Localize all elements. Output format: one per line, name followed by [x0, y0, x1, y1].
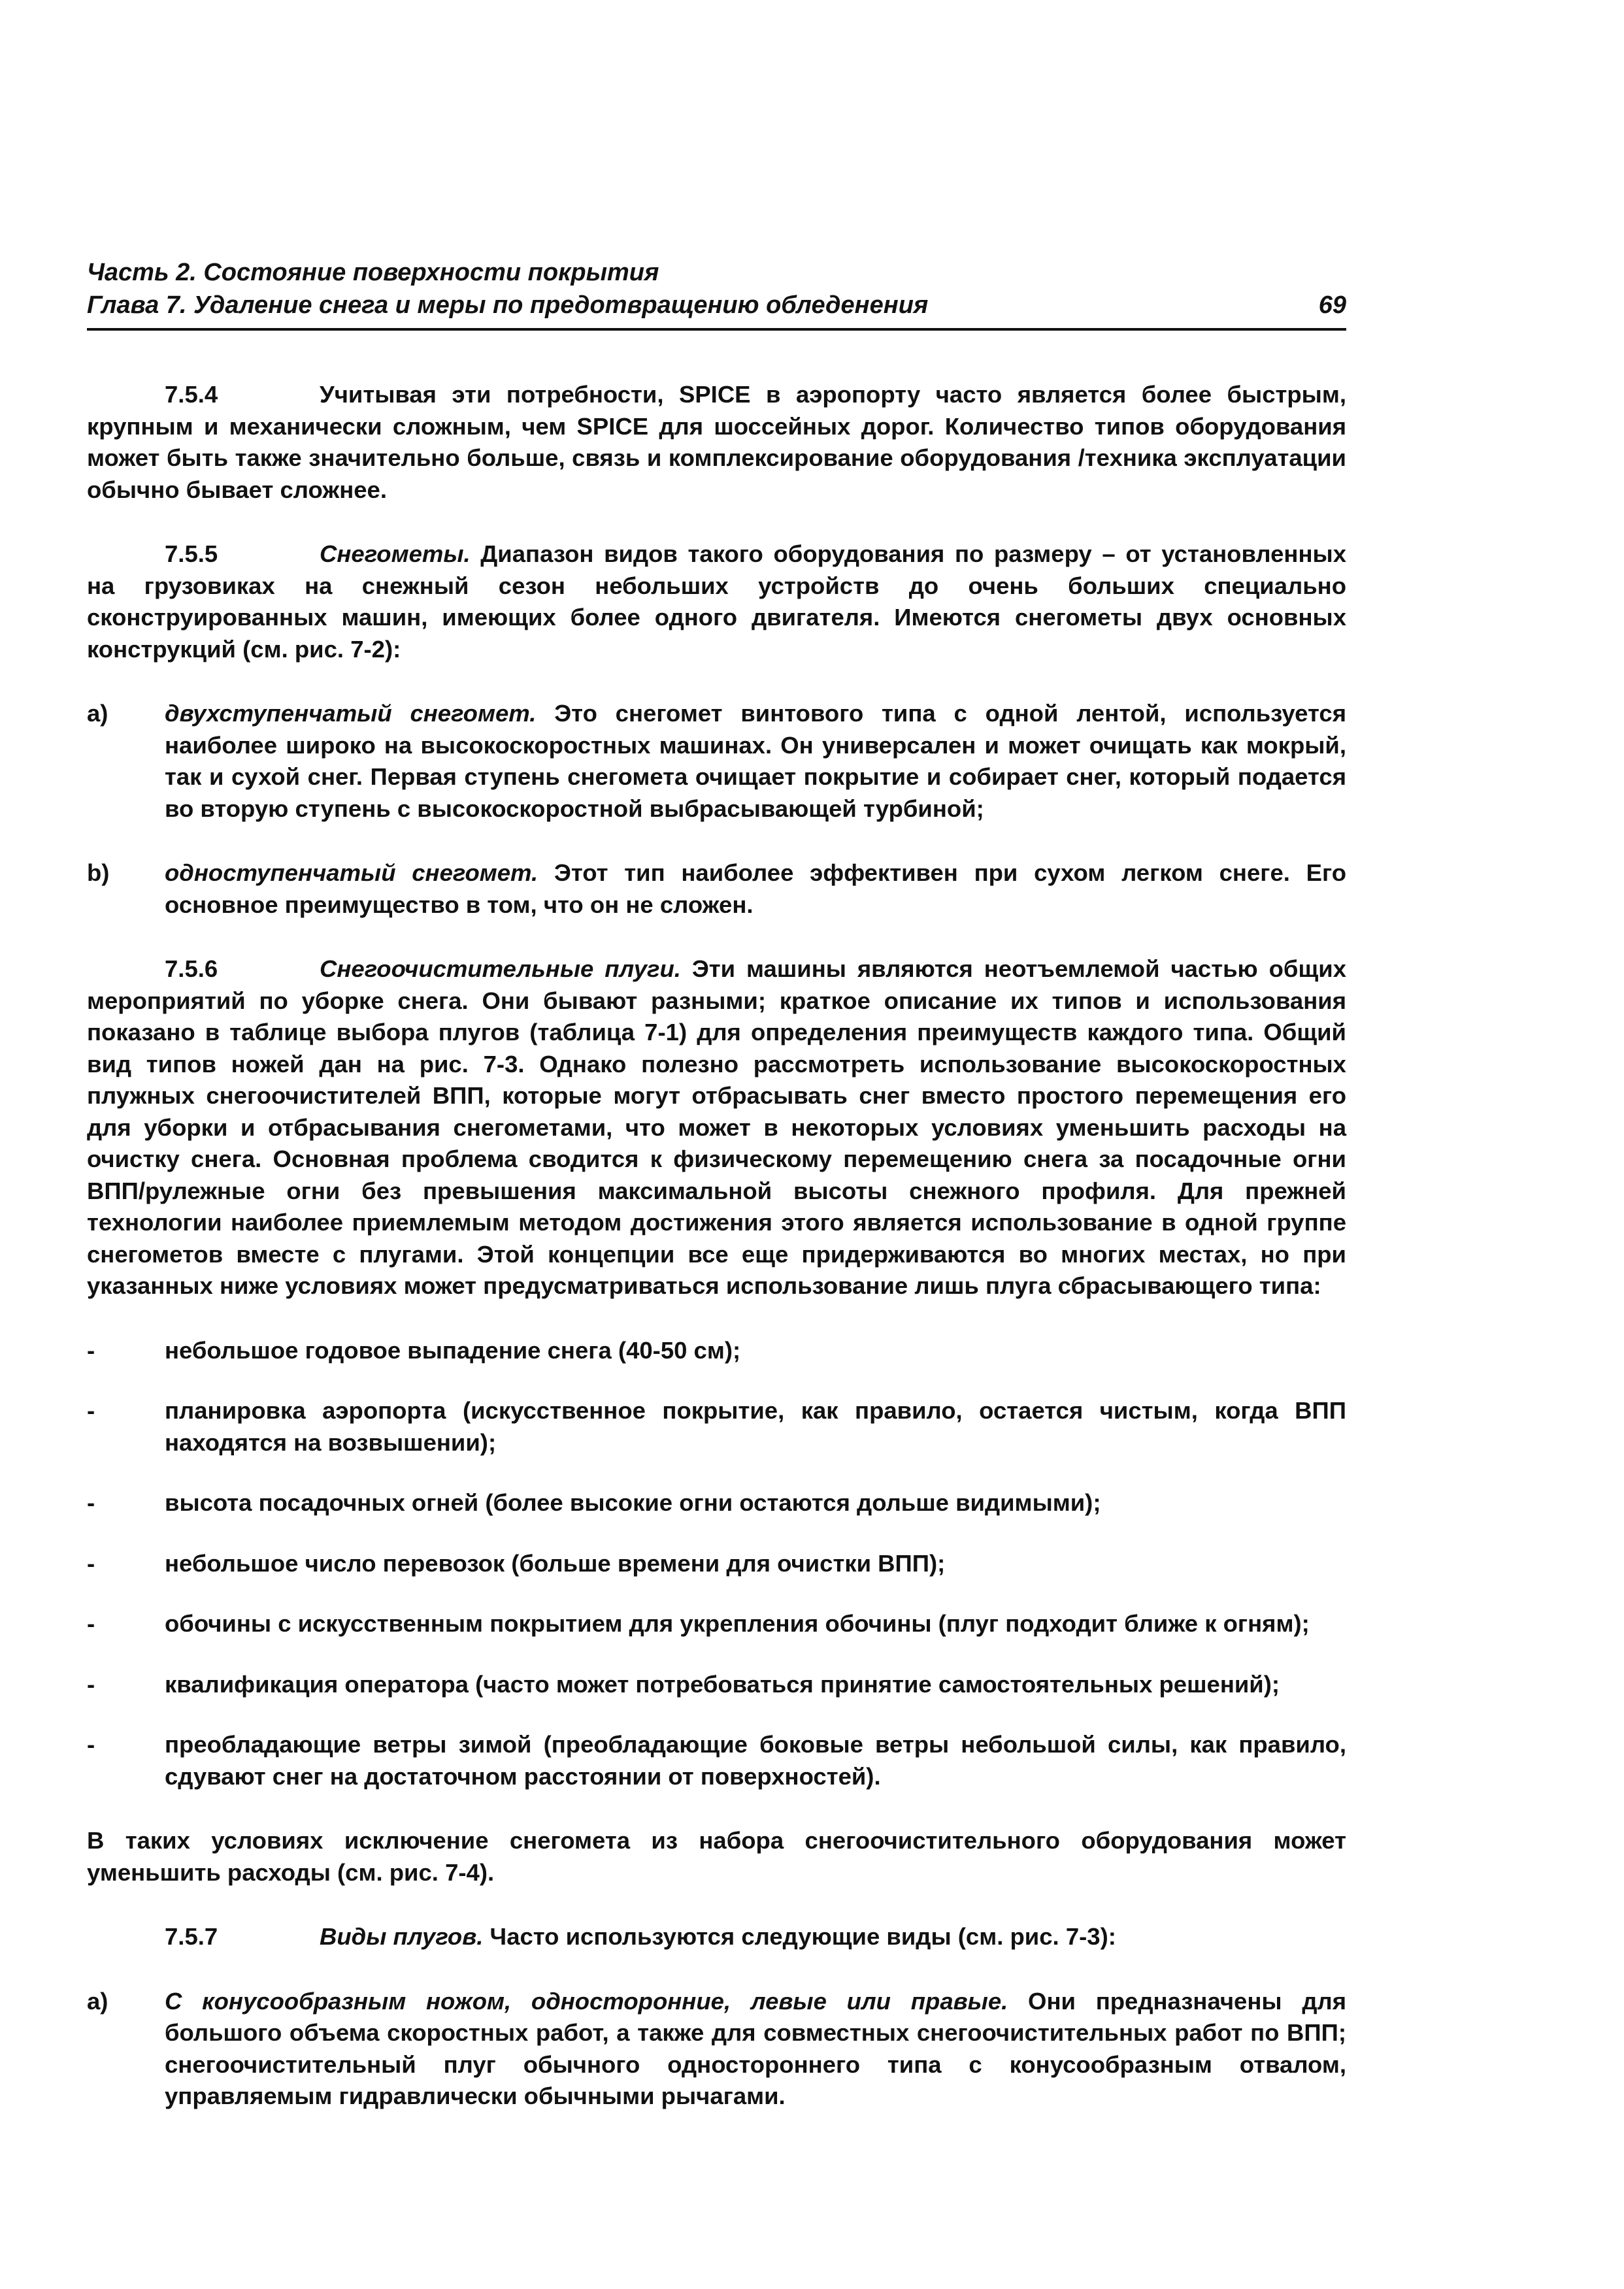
header-chapter-title: Глава 7. Удаление снега и меры по предотвращению обледенения [87, 291, 929, 319]
conclusion-paragraph: В таких условиях исключение снегомета из набора снегоочистительного оборудования может уменьшить расходы (см. рис. 7-4). [87, 1827, 1346, 1886]
bullet-item [87, 1548, 1346, 1580]
list-item-b [87, 857, 1346, 921]
paragraph-7-5-7 [87, 1921, 1346, 1953]
list-term: С конусообразным ножом, односторонние, левые или правые. [165, 1987, 1008, 2015]
paragraph-text: Учитывая эти потребности, SPICE в аэропорту часто является более быстрым, крупным и механически сложным, чем SPICE для шоссейных дорог. Количество типов оборудования может быть также значительно больше, связь и комплексирование оборудования /техника эксплуатации обычно бывает сложнее. [87, 381, 1346, 503]
paragraph-7-5-4 [87, 379, 1346, 506]
list-marker: b) [87, 859, 110, 886]
bullet-text: небольшое число перевозок (больше времени для очистки ВПП); [165, 1549, 946, 1577]
bullet-marker: - [87, 1731, 95, 1758]
section-number: 7.5.4 [165, 381, 218, 408]
paragraph-7-5-5 [87, 538, 1346, 665]
list-content [165, 1986, 1346, 2113]
bullet-item [87, 1608, 1346, 1640]
bullet-item [87, 1669, 1346, 1701]
bullet-text: планировка аэропорта (искусственное покрытие, как правило, остается чистым, когда ВПП находятся на возвышении); [165, 1397, 1346, 1456]
paragraph-text: Эти машины являются неотъемлемой частью общих мероприятий по уборке снега. Они бывают разными; краткое описание их типов и использования показано в таблице выбора плугов (таблица 7-1) для определения преимуществ каждого типа. Общий вид типов ножей дан на рис. 7-3. Однако полезно рассмотреть использование высокоскоростных плужных снегоочистителей ВПП, которые могут отбрасывать снег вместо простого перемещения его для уборки и отбрасывания снегометами, что может в некоторых условиях уменьшить расходы на очистку снега. Основная проблема сводится к физическому перемещению снега за посадочные огни ВПП/рулежные огни без превышения максимальной высоты снежного профиля. Для прежней технологии наиболее приемлемым методом достижения этого является использование в одной группе снегометов вместе с плугами. Этой концепции все еще придерживаются во многих местах, но при указанных ниже условиях может предусматриваться использование лишь плуга сбрасывающего типа: [87, 955, 1346, 1299]
section-title: Снегоочистительные плуги. [320, 955, 681, 982]
list-content [165, 698, 1346, 825]
section-number: 7.5.7 [165, 1923, 218, 1950]
bullet-text: высота посадочных огней (более высокие огни остаются дольше видимыми); [165, 1489, 1101, 1516]
section-title: Снегометы. [320, 540, 471, 567]
bullet-marker: - [87, 1670, 95, 1698]
bullet-text: небольшое годовое выпадение снега (40-50 см); [165, 1336, 741, 1364]
list-term: двухступенчатый снегомет. [165, 700, 537, 727]
bullet-item [87, 1335, 1346, 1367]
list-text: Это снегомет винтового типа с одной лентой, используется наиболее широко на высокоскоростных машинах. Он универсален и может очищать как мокрый, так и сухой снег. Первая ступень снегомета очищает покрытие и собирает снег, который подается во вторую ступень с высокоскоростной выбрасывающей турбиной; [165, 700, 1346, 822]
bullet-marker: - [87, 1610, 95, 1637]
bullet-marker: - [87, 1336, 95, 1364]
paragraph-7-5-6 [87, 953, 1346, 1302]
bullet-item [87, 1395, 1346, 1458]
list-marker: a) [87, 1987, 108, 2015]
paragraph-text: Диапазон видов такого оборудования по размеру – от установленных на грузовиках на снежный сезон небольших устройств до очень больших специально сконструированных машин, имеющих более одного двигателя. Имеются снегометы двух основных конструкций (см. рис. 7-2): [87, 540, 1346, 663]
list-item-a [87, 698, 1346, 825]
section-number: 7.5.6 [165, 955, 218, 982]
header-line-2 [87, 289, 1346, 321]
section-title: Виды плугов. [320, 1923, 484, 1950]
bullet-text: квалификация оператора (часто может потребоваться принятие самостоятельных решений); [165, 1670, 1280, 1698]
running-header [87, 256, 1346, 321]
bullet-text: обочины с искусственным покрытием для укрепления обочины (плуг подходит ближе к огням); [165, 1610, 1310, 1637]
bullet-text: преобладающие ветры зимой (преобладающие боковые ветры небольшой силы, как правило, сдувают снег на достаточном расстоянии от поверхностей). [165, 1731, 1346, 1790]
list-marker: a) [87, 700, 108, 727]
bullet-item [87, 1487, 1346, 1519]
header-divider [87, 328, 1346, 331]
list-content [165, 857, 1346, 921]
list-text: Этот тип наиболее эффективен при сухом легком снеге. Его основное преимущество в том, что он не сложен. [165, 859, 1346, 918]
list-text: Они предназначены для большого объема скоростных работ, а также для совместных снегоочистительных работ по ВПП; снегоочистительный плуг обычного одностороннего типа с конусообразным отвалом, управляемым гидравлически обычными рычагами. [165, 1987, 1346, 2109]
page-number: 69 [1318, 291, 1346, 319]
paragraph-text: Часто используются следующие виды (см. рис. 7-3): [483, 1923, 1116, 1950]
bullet-marker: - [87, 1549, 95, 1577]
list-term: одноступенчатый снегомет. [165, 859, 539, 886]
header-part-title: Часть 2. Состояние поверхности покрытия [87, 259, 659, 286]
bullet-marker: - [87, 1397, 95, 1424]
bullet-item [87, 1729, 1346, 1792]
section-number: 7.5.5 [165, 540, 218, 567]
bullet-marker: - [87, 1489, 95, 1516]
list-item-a [87, 1986, 1346, 2113]
document-body [87, 379, 1346, 2113]
